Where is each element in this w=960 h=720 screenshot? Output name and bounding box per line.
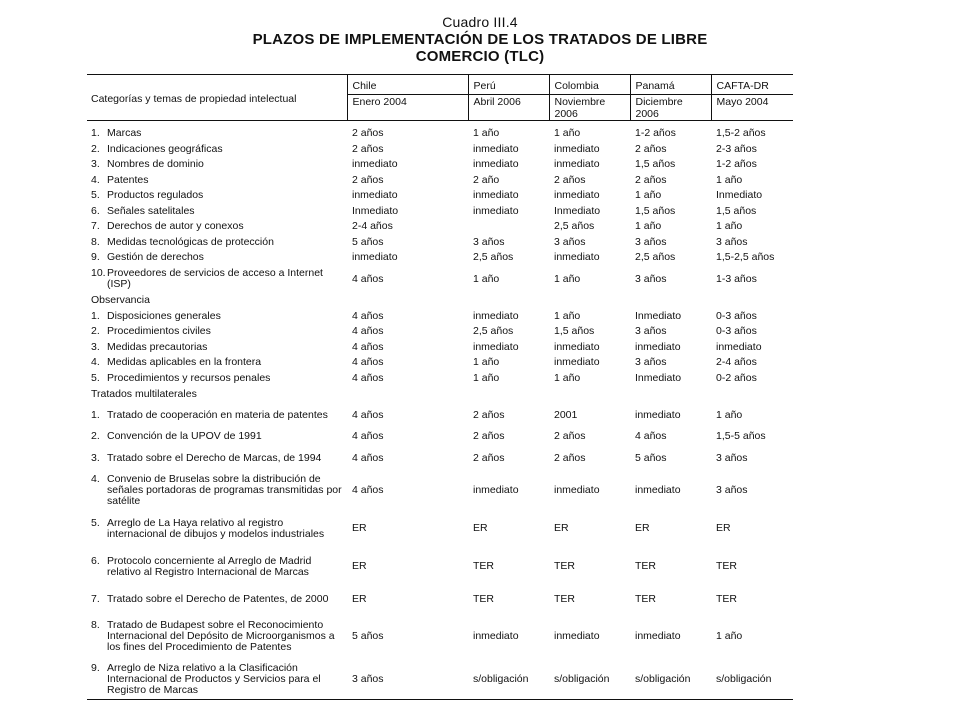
item-label: Tratado de Budapest sobre el Reconocimiento Internacional del Depósito de Microorganismos a los fines del Procedimiento de Patentes — [107, 619, 335, 653]
value-cell: TER — [716, 560, 737, 572]
value-cell: 4 años — [352, 371, 384, 384]
item-number: 3. — [91, 451, 100, 464]
value-cell: 4 años — [352, 430, 384, 443]
value-cell: 1,5-2 años — [716, 127, 766, 140]
value-cell: 2 años — [352, 142, 384, 155]
value-cell: inmediato — [473, 630, 519, 642]
item-number: 4. — [91, 473, 100, 485]
category-cell — [87, 324, 347, 340]
category-cell — [87, 548, 347, 586]
table-row — [87, 250, 793, 266]
value-cell: 3 años — [635, 272, 667, 285]
value-cell: 3 años — [716, 235, 748, 248]
value-cell: 2 años — [352, 173, 384, 186]
value-cell: Inmediato — [635, 309, 682, 322]
value-cell: 1 año — [635, 220, 662, 233]
value-cell: inmediato — [352, 189, 398, 202]
value-cell: 4 años — [352, 325, 384, 338]
category-cell — [87, 266, 347, 293]
value-cell: 1-2 años — [716, 158, 757, 171]
value-cell: s/obligación — [468, 661, 549, 700]
category-cell — [87, 510, 347, 548]
section-title: Tratados multilaterales — [91, 387, 197, 400]
value-cell: 2-4 años — [352, 220, 393, 233]
category-cell — [87, 472, 347, 510]
table-row — [87, 309, 793, 325]
section-header-row — [87, 293, 793, 309]
value-cell: 5 años — [352, 630, 384, 642]
value-cell: 1 año — [473, 127, 500, 140]
item-number: 7. — [91, 220, 100, 233]
value-cell: ER — [473, 522, 488, 534]
item-label: Derechos de autor y conexos — [107, 220, 244, 233]
table-row — [87, 219, 793, 235]
value-cell: inmediato — [352, 251, 398, 264]
value-cell: s/obligación — [630, 661, 711, 700]
table-row — [87, 324, 793, 340]
value-cell: 1 año — [635, 189, 662, 202]
value-cell: 0-3 años — [716, 309, 757, 322]
category-cell — [87, 219, 347, 235]
category-header: Categorías y temas de propiedad intelectual — [87, 75, 347, 121]
category-cell — [87, 371, 347, 387]
value-cell: Inmediato — [352, 204, 399, 217]
value-cell: 0-3 años — [716, 325, 757, 338]
table-row — [87, 548, 793, 586]
item-label: Medidas aplicables en la frontera — [107, 356, 262, 369]
value-cell: inmediato — [473, 142, 519, 155]
category-cell — [87, 157, 347, 173]
value-cell: 4 años — [352, 409, 384, 421]
value-cell: 2 años — [473, 451, 505, 464]
value-cell: TER — [473, 560, 494, 572]
table-row — [87, 510, 793, 548]
value-cell: TER — [716, 592, 737, 605]
table-row — [87, 157, 793, 173]
value-cell: 4 años — [352, 484, 384, 496]
table-row — [87, 142, 793, 158]
item-label: Tratado sobre el Derecho de Marcas, de 1994 — [107, 451, 322, 464]
value-cell: ER — [352, 522, 367, 534]
country-header: Colombia — [549, 75, 630, 95]
table-row — [87, 235, 793, 251]
value-cell: inmediato — [554, 251, 600, 264]
item-label: Gestión de derechos — [107, 251, 204, 264]
value-cell: ER — [635, 522, 650, 534]
value-cell: 2,5 años — [554, 220, 595, 233]
value-cell: s/obligación — [711, 661, 793, 700]
value-cell: 1 año — [473, 356, 500, 369]
table-number: Cuadro III.4 — [442, 14, 518, 30]
item-number: 5. — [91, 516, 100, 529]
value-cell: inmediato — [473, 309, 519, 322]
value-cell: Inmediato — [554, 204, 601, 217]
value-cell: 1 año — [554, 371, 581, 384]
item-number: 1. — [91, 127, 100, 140]
value-cell: 3 años — [635, 356, 667, 369]
agreement-date: Mayo 2004 — [711, 95, 793, 121]
item-number: 4. — [91, 356, 100, 369]
table-row — [87, 173, 793, 189]
value-cell: 1,5-2,5 años — [716, 251, 775, 264]
value-cell: TER — [635, 560, 656, 572]
value-cell: 3 años — [635, 235, 667, 248]
value-cell: s/obligación — [549, 661, 630, 700]
value-cell: 2-4 años — [716, 356, 757, 369]
item-label: Procedimientos civiles — [107, 325, 211, 338]
table-row — [87, 204, 793, 220]
category-cell — [87, 613, 347, 661]
item-label: Procedimientos y recursos penales — [107, 371, 271, 384]
item-number: 9. — [91, 662, 100, 674]
section-title: Observancia — [91, 294, 150, 306]
agreement-date: Abril 2006 — [468, 95, 549, 121]
value-cell: 1 año — [716, 409, 743, 421]
item-label: Marcas — [107, 127, 142, 140]
category-cell — [87, 445, 347, 472]
value-cell: 1 año — [473, 272, 500, 285]
table-title-line-1: PLAZOS DE IMPLEMENTACIÓN DE LOS TRATADOS DE LIBRE — [252, 31, 708, 48]
value-cell: inmediato — [635, 630, 681, 642]
value-cell: inmediato — [554, 340, 600, 353]
item-label: Arreglo de La Haya relativo al registro internacional de dibujos y modelos industriales — [107, 516, 325, 540]
value-cell: 2 año — [473, 173, 500, 186]
category-cell — [87, 355, 347, 371]
category-cell — [87, 661, 347, 700]
value-cell: 3 años — [716, 484, 748, 496]
value-cell: 1-3 años — [716, 272, 757, 285]
item-label: Medidas tecnológicas de protección — [107, 235, 274, 248]
value-cell: 2 años — [473, 430, 505, 443]
value-cell: 3 años — [473, 235, 505, 248]
value-cell: 1 año — [554, 309, 581, 322]
item-label: Convenio de Bruselas sobre la distribución de señales portadoras de programas transmitidas por satélite — [107, 473, 342, 507]
item-label: Medidas precautorias — [107, 340, 208, 353]
value-cell: 2 años — [554, 451, 586, 464]
value-cell: inmediato — [352, 158, 398, 171]
table-row — [87, 402, 793, 429]
value-cell: 2-3 años — [716, 142, 757, 155]
value-cell: 1 año — [716, 220, 743, 233]
table-row — [87, 188, 793, 204]
category-cell — [87, 309, 347, 325]
country-header: Chile — [347, 75, 468, 95]
value-cell: Inmediato — [716, 189, 763, 202]
value-cell: ER — [352, 560, 367, 572]
value-cell: inmediato — [473, 204, 519, 217]
value-cell: 1,5 años — [554, 325, 595, 338]
table-row — [87, 661, 793, 700]
item-number: 9. — [91, 251, 100, 264]
value-cell: inmediato — [554, 158, 600, 171]
table-row — [87, 613, 793, 661]
value-cell: TER — [473, 592, 494, 605]
category-cell — [87, 340, 347, 356]
value-cell: 3 años — [347, 661, 468, 700]
value-cell: 4 años — [352, 451, 384, 464]
value-cell: 1,5 años — [635, 158, 676, 171]
value-cell: 5 años — [352, 235, 384, 248]
item-label: Productos regulados — [107, 189, 204, 202]
item-number: 2. — [91, 142, 100, 155]
item-label: Disposiciones generales — [107, 309, 221, 322]
value-cell: 2,5 años — [635, 251, 676, 264]
value-cell: 1,5-5 años — [716, 430, 766, 443]
value-cell — [468, 219, 549, 235]
country-header: CAFTA-DR — [711, 75, 793, 95]
table-row — [87, 429, 793, 445]
item-number: 6. — [91, 204, 100, 217]
category-cell — [87, 126, 347, 142]
value-cell: 1 año — [716, 173, 743, 186]
table-row — [87, 472, 793, 510]
country-header: Perú — [468, 75, 549, 95]
item-label: Indicaciones geográficas — [107, 142, 223, 155]
value-cell: 1 año — [716, 630, 743, 642]
item-number: 10. — [91, 267, 106, 279]
item-number: 2. — [91, 325, 100, 338]
item-number: 8. — [91, 619, 100, 631]
value-cell: 4 años — [352, 309, 384, 322]
item-number: 1. — [91, 309, 100, 322]
agreement-date: Enero 2004 — [347, 95, 468, 121]
value-cell: 2 años — [554, 430, 586, 443]
item-number: 3. — [91, 158, 100, 171]
value-cell: 1 año — [554, 127, 581, 140]
value-cell: ER — [716, 522, 731, 534]
value-cell: 0-2 años — [716, 371, 757, 384]
value-cell: inmediato — [473, 158, 519, 171]
item-label: Patentes — [107, 173, 149, 186]
table-title — [0, 14, 960, 65]
item-label: Señales satelitales — [107, 204, 195, 217]
item-label: Tratado de cooperación en materia de patentes — [107, 409, 328, 421]
table-row — [87, 445, 793, 472]
value-cell: TER — [554, 560, 575, 572]
value-cell: 2,5 años — [473, 251, 514, 264]
table-row — [87, 371, 793, 387]
table-row — [87, 355, 793, 371]
value-cell: 1 año — [473, 371, 500, 384]
value-cell: inmediato — [554, 484, 600, 496]
value-cell: inmediato — [716, 340, 762, 353]
table-row — [87, 126, 793, 142]
value-cell: 4 años — [635, 430, 667, 443]
item-label: Proveedores de servicios de acceso a Internet (ISP) — [107, 267, 323, 290]
value-cell: inmediato — [635, 409, 681, 421]
table-title-line-2: COMERCIO (TLC) — [415, 48, 545, 65]
category-cell — [87, 235, 347, 251]
table-row — [87, 266, 793, 293]
category-cell — [87, 586, 347, 613]
table-row — [87, 340, 793, 356]
table-row — [87, 586, 793, 613]
item-label: Convención de la UPOV de 1991 — [107, 430, 262, 443]
value-cell: inmediato — [554, 189, 600, 202]
item-number: 6. — [91, 554, 100, 567]
value-cell: inmediato — [473, 189, 519, 202]
value-cell: 2 años — [473, 409, 505, 421]
category-cell — [87, 250, 347, 266]
value-cell: inmediato — [554, 142, 600, 155]
value-cell: 2 años — [635, 173, 667, 186]
value-cell: 1-2 años — [635, 127, 676, 140]
value-cell: 2 años — [554, 173, 586, 186]
value-cell: 4 años — [352, 356, 384, 369]
category-cell — [87, 142, 347, 158]
item-label: Arreglo de Niza relativo a la Clasificación Internacional de Productos y Servicios para el Registro de Marcas — [107, 662, 321, 696]
item-number: 5. — [91, 371, 100, 384]
value-cell: 1 año — [554, 272, 581, 285]
value-cell: 5 años — [635, 451, 667, 464]
item-label: Protocolo concerniente al Arreglo de Madrid relativo al Registro Internacional de Marcas — [107, 554, 312, 578]
category-cell — [87, 402, 347, 429]
item-number: 1. — [91, 409, 100, 421]
item-number: 5. — [91, 189, 100, 202]
value-cell: 4 años — [352, 272, 384, 285]
value-cell: ER — [554, 522, 569, 534]
value-cell: inmediato — [554, 630, 600, 642]
category-cell — [87, 429, 347, 445]
category-cell — [87, 188, 347, 204]
value-cell: 1,5 años — [716, 204, 757, 217]
item-number: 3. — [91, 340, 100, 353]
implementation-table — [87, 74, 793, 700]
agreement-date: Diciembre 2006 — [630, 95, 711, 121]
section-header-row — [87, 386, 793, 402]
item-number: 4. — [91, 173, 100, 186]
value-cell: 1,5 años — [635, 204, 676, 217]
item-number: 2. — [91, 430, 100, 443]
value-cell: 4 años — [352, 340, 384, 353]
agreement-date: Noviembre 2006 — [549, 95, 630, 121]
value-cell: TER — [635, 592, 656, 605]
value-cell: inmediato — [473, 340, 519, 353]
category-cell — [87, 173, 347, 189]
item-label: Tratado sobre el Derecho de Patentes, de 2000 — [107, 592, 329, 605]
value-cell: 2 años — [352, 127, 384, 140]
item-label: Nombres de dominio — [107, 158, 204, 171]
value-cell: TER — [554, 592, 575, 605]
value-cell: Inmediato — [635, 371, 682, 384]
value-cell: 2 años — [635, 142, 667, 155]
value-cell: inmediato — [635, 340, 681, 353]
value-cell: inmediato — [473, 484, 519, 496]
item-number: 8. — [91, 235, 100, 248]
item-number: 7. — [91, 592, 100, 605]
value-cell: 2001 — [554, 409, 578, 421]
value-cell: 3 años — [554, 235, 586, 248]
value-cell: 2,5 años — [473, 325, 514, 338]
category-cell — [87, 204, 347, 220]
value-cell: ER — [352, 592, 367, 605]
value-cell: 3 años — [635, 325, 667, 338]
country-header: Panamá — [630, 75, 711, 95]
value-cell: inmediato — [554, 356, 600, 369]
value-cell: inmediato — [635, 484, 681, 496]
value-cell: 3 años — [716, 451, 748, 464]
